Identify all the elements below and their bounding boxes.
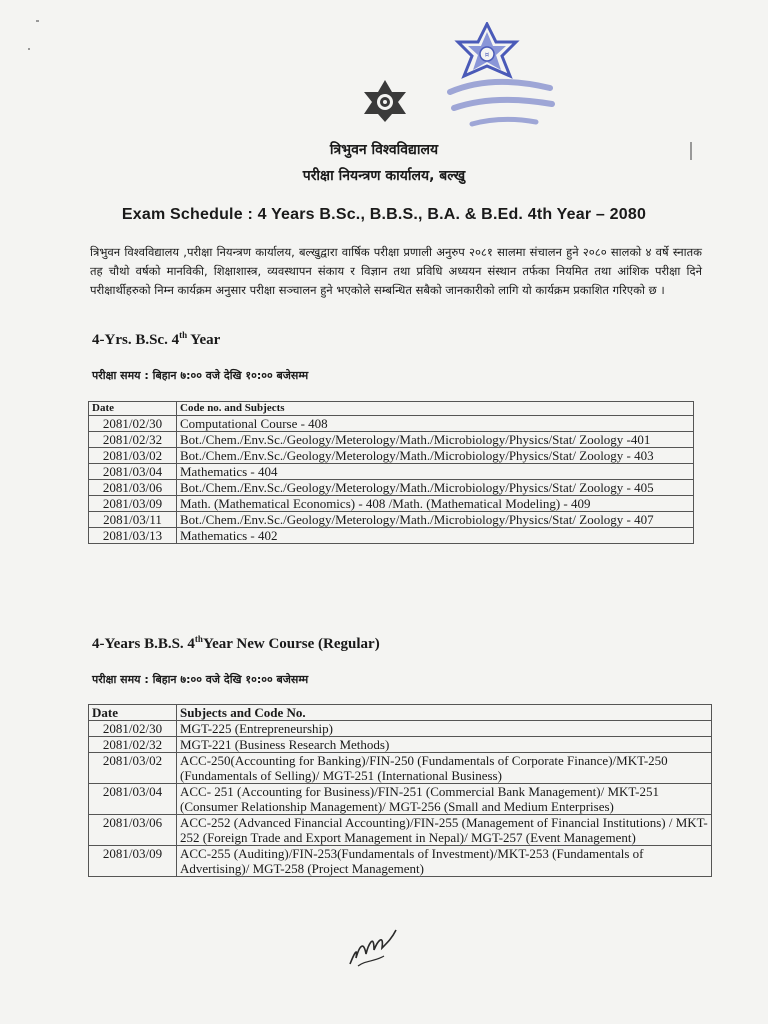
exam-date-cell: 2081/02/32 bbox=[89, 737, 177, 753]
exam-date-cell: 2081/03/02 bbox=[89, 753, 177, 784]
table-row bbox=[89, 448, 694, 464]
table-row bbox=[89, 464, 694, 480]
exam-date-cell: 2081/03/04 bbox=[89, 464, 177, 480]
table-row bbox=[89, 496, 694, 512]
exam-date-cell: 2081/02/30 bbox=[89, 721, 177, 737]
exam-date-cell: 2081/03/06 bbox=[89, 480, 177, 496]
university-name: त्रिभुवन विश्वविद्यालय bbox=[329, 142, 439, 158]
heading-sup: th bbox=[194, 634, 203, 644]
exam-date-cell: 2081/02/30 bbox=[89, 416, 177, 432]
table-row bbox=[89, 480, 694, 496]
heading-text: Year New Course (Regular) bbox=[202, 636, 380, 652]
column-header-date: Date bbox=[89, 402, 177, 416]
margin-speck bbox=[36, 20, 39, 22]
heading-text: 4-Years B.B.S. 4 bbox=[92, 636, 195, 652]
table-row bbox=[89, 784, 712, 815]
margin-speck bbox=[28, 48, 30, 50]
subject-cell: Mathematics - 404 bbox=[177, 464, 694, 480]
subject-cell: Bot./Chem./Env.Sc./Geology/Meterology/Math./Microbiology/Physics/Stat/ Zoology -401 bbox=[177, 432, 694, 448]
subject-cell: ACC-255 (Auditing)/FIN-253(Fundamentals of Investment)/MKT-253 (Fundamentals of Advertising)/ MGT-258 (Project Management) bbox=[177, 846, 712, 877]
bsc-schedule-table bbox=[88, 401, 694, 544]
intro-paragraph: त्रिभुवन विश्वविद्यालय ,परीक्षा नियन्त्रण कार्यालय, बल्खुद्वारा वार्षिक परीक्षा प्रणाली अनुरुप २०८१ सालमा संचालन हुने २०८० सालको ४ वर्षे स्नातक तह चौथो वर्षको मानविकी, शिक्षाशास्त्र, व्यवस्थापन संकाय र विज्ञान तथा प्रविधि अध्ययन संस्थान तर्फका नियमित तथा आंशिक परीक्षा दिने परीक्षार्थीहरुको निम्न कार्यक्रम अनुसार परीक्षा सञ्चालन हुने भएकोले सम्बन्धित सबैको जानकारीको लागि यो कार्यक्रम प्रकाशित गरिएको छ । bbox=[90, 245, 702, 297]
subject-cell: Mathematics - 402 bbox=[177, 528, 694, 544]
column-header-date: Date bbox=[89, 705, 177, 721]
exam-date-cell: 2081/03/04 bbox=[89, 784, 177, 815]
heading-sup: th bbox=[179, 330, 188, 340]
exam-date-cell: 2081/03/13 bbox=[89, 528, 177, 544]
section-heading-bsc bbox=[92, 330, 220, 349]
table-row bbox=[89, 721, 712, 737]
section-heading-bbs bbox=[92, 634, 380, 653]
table-row bbox=[89, 512, 694, 528]
table-row bbox=[89, 846, 712, 877]
subject-cell: Math. (Mathematical Economics) - 408 /Math. (Mathematical Modeling) - 409 bbox=[177, 496, 694, 512]
exam-date-cell: 2081/03/09 bbox=[89, 846, 177, 877]
column-header-subject: Subjects and Code No. bbox=[177, 705, 712, 721]
svg-text:¤: ¤ bbox=[484, 51, 490, 59]
bbs-schedule-table bbox=[88, 704, 712, 877]
table-row bbox=[89, 416, 694, 432]
nepal-emblem-icon bbox=[362, 78, 408, 124]
table-row bbox=[89, 753, 712, 784]
subject-cell: MGT-221 (Business Research Methods) bbox=[177, 737, 712, 753]
table-row bbox=[89, 815, 712, 846]
subject-cell: Bot./Chem./Env.Sc./Geology/Meterology/Math./Microbiology/Physics/Stat/ Zoology - 407 bbox=[177, 512, 694, 528]
exam-date-cell: 2081/02/32 bbox=[89, 432, 177, 448]
exam-time-bsc: परीक्षा समय : बिहान ७:०० वजे देखि १०:०० बजेसम्म bbox=[92, 369, 309, 382]
subject-cell: ACC-250(Accounting for Banking)/FIN-250 (Fundamentals of Corporate Finance)/MKT-250 (Fundamentals of Selling)/ MGT-251 (International Business) bbox=[177, 753, 712, 784]
page-title: Exam Schedule : 4 Years B.Sc., B.B.S., B.A. & B.Ed. 4th Year – 2080 bbox=[121, 206, 647, 223]
exam-time-bbs: परीक्षा समय : बिहान ७:०० वजे देखि १०:०० बजेसम्म bbox=[92, 673, 309, 686]
subject-cell: Bot./Chem./Env.Sc./Geology/Meterology/Math./Microbiology/Physics/Stat/ Zoology - 403 bbox=[177, 448, 694, 464]
signature-icon bbox=[344, 924, 400, 970]
exam-date-cell: 2081/03/06 bbox=[89, 815, 177, 846]
subject-cell: ACC- 251 (Accounting for Business)/FIN-251 (Commercial Bank Management)/ MKT-251 (Consumer Relationship Management)/ MGT-256 (Small and Medium Enterprises) bbox=[177, 784, 712, 815]
university-stamp-icon bbox=[432, 22, 572, 142]
exam-date-cell: 2081/03/09 bbox=[89, 496, 177, 512]
exam-date-cell: 2081/03/11 bbox=[89, 512, 177, 528]
table-row bbox=[89, 432, 694, 448]
subject-cell: Computational Course - 408 bbox=[177, 416, 694, 432]
column-header-subject: Code no. and Subjects bbox=[177, 402, 694, 416]
table-header-row bbox=[89, 705, 712, 721]
table-header-row bbox=[89, 402, 694, 416]
exam-date-cell: 2081/03/02 bbox=[89, 448, 177, 464]
heading-text: Year bbox=[187, 332, 221, 348]
office-name: परीक्षा नियन्त्रण कार्यालय, बल्खु bbox=[302, 168, 466, 184]
subject-cell: ACC-252 (Advanced Financial Accounting)/FIN-255 (Management of Financial Institutions) / MKT-252 (Foreign Trade and Export Management in Nepal)/ MGT-257 (Event Management) bbox=[177, 815, 712, 846]
heading-text: 4-Yrs. B.Sc. 4 bbox=[92, 332, 180, 348]
subject-cell: Bot./Chem./Env.Sc./Geology/Meterology/Math./Microbiology/Physics/Stat/ Zoology - 405 bbox=[177, 480, 694, 496]
table-row bbox=[89, 737, 712, 753]
table-row bbox=[89, 528, 694, 544]
subject-cell: MGT-225 (Entrepreneurship) bbox=[177, 721, 712, 737]
